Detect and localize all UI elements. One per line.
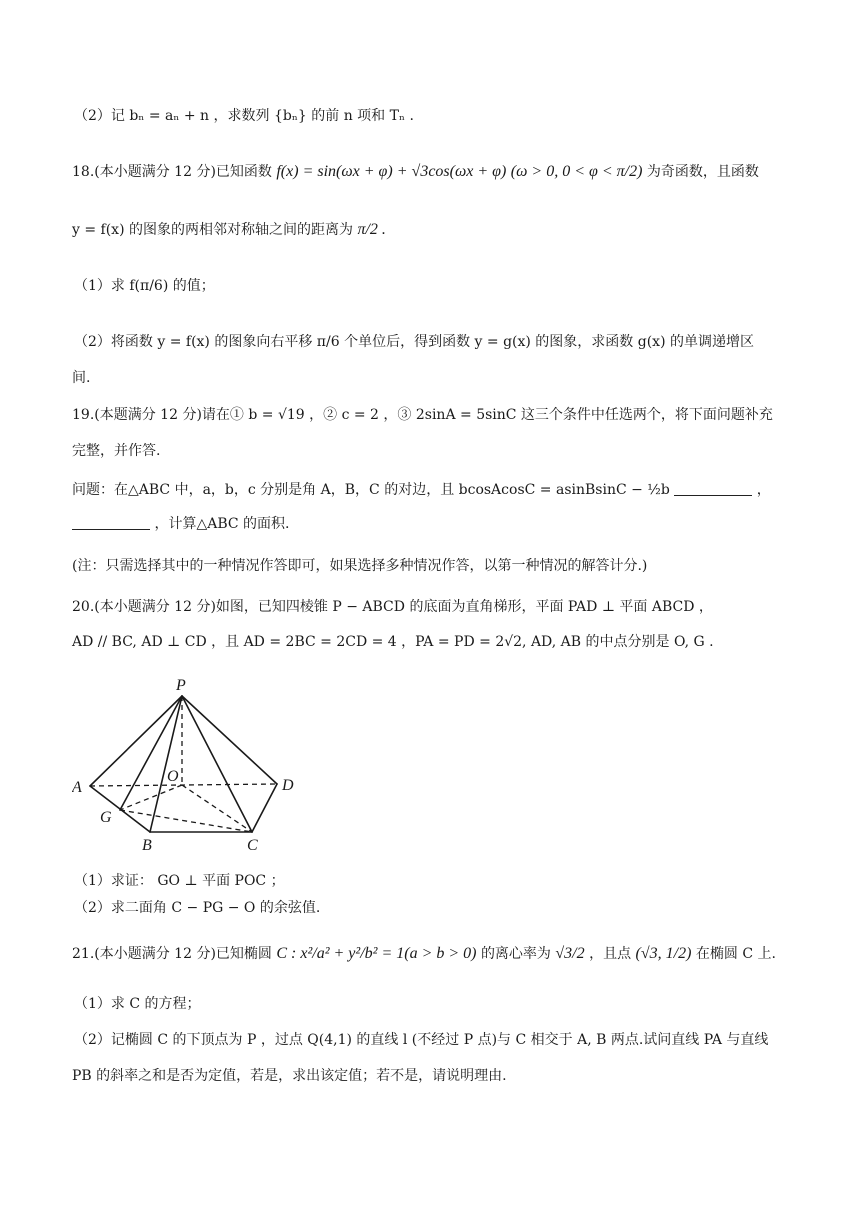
q21-part2-line2: PB 的斜率之和是否为定值，若是，求出该定值；若不是，请说明理由. xyxy=(72,1068,507,1084)
q21-stem xyxy=(72,944,776,964)
q18-head: 18.(本小题满分 12 分)已知函数 xyxy=(72,164,272,180)
q21-ellipse-eq: C : x²/a² + y²/b² = 1(a > b > 0) xyxy=(276,945,477,962)
q20-part2: （2）求二面角 C − PG − O 的余弦值. xyxy=(74,900,321,916)
q21-head: 21.(本小题满分 12 分)已知椭圆 xyxy=(72,946,272,962)
q21-part2-line1: （2）记椭圆 C 的下顶点为 P ，过点 Q(4,1) 的直线 l (不经过 P 点)与 C 相交于 A, B 两点.试问直线 PA 与直线 xyxy=(74,1032,769,1048)
q18-part2-line1: （2）将函数 y = f(x) 的图象向右平移 π/6 个单位后，得到函数 y = g(x) 的图象，求函数 g(x) 的单调递增区 xyxy=(74,334,754,350)
q20-line1: 20.(本小题满分 12 分)如图，已知四棱锥 P − ABCD 的底面为直角梯形，平面 PAD ⊥ 平面 ABCD ， xyxy=(72,599,713,615)
q18-part2-line2: 间. xyxy=(72,370,91,386)
q18-stem-line2 xyxy=(72,220,386,240)
q21-part1: （1）求 C 的方程； xyxy=(74,996,201,1012)
edge-CD xyxy=(252,784,277,832)
q18-line2a: y = f(x) 的图象的两相邻对称轴之间的距离为 xyxy=(72,222,353,238)
label-B: B xyxy=(142,837,152,854)
q21-point: (√3, 1/2) xyxy=(635,945,692,962)
edge-PD xyxy=(182,696,277,784)
edge-PG xyxy=(120,696,182,810)
label-A: A xyxy=(72,779,82,796)
fill-blank-2 xyxy=(72,515,150,530)
q19-line1: 19.(本题满分 12 分)请在① b = √19 ，② c = 2 ，③ 2sinA = 5sinC 这三个条件中任选两个，将下面问题补充 xyxy=(72,407,773,423)
edge-GC-hidden xyxy=(120,810,252,832)
q19-line4 xyxy=(72,514,290,534)
fill-blank-1 xyxy=(674,481,752,496)
q18-tail: 为奇函数，且函数 xyxy=(646,164,759,180)
edge-OC-hidden xyxy=(182,785,252,832)
q18-condition: (ω > 0, 0 < φ < π/2) xyxy=(510,163,643,180)
q20-part1: （1）求证： GO ⊥ 平面 POC ； xyxy=(74,873,285,889)
pyramid-figure xyxy=(72,674,312,854)
label-O: O xyxy=(167,768,179,785)
label-G: G xyxy=(100,809,112,826)
q19-note: (注：只需选择其中的一种情况作答即可，如果选择多种情况作答，以第一种情况的解答计分.) xyxy=(72,558,648,574)
q21-mid: 的离心率为 xyxy=(480,946,551,962)
q18-stem-line1 xyxy=(72,162,759,182)
q19-comma: ， xyxy=(756,482,771,498)
q21-mid2: ，且点 xyxy=(589,946,632,962)
q18-part1: （1）求 f(π/6) 的值； xyxy=(74,278,215,294)
q19-area-text: ，计算△ABC 的面积. xyxy=(154,516,290,532)
edge-PC xyxy=(182,696,252,832)
q19-line3 xyxy=(72,480,771,500)
q21-tail: 在椭圆 C 上. xyxy=(695,946,776,962)
label-P: P xyxy=(176,677,186,694)
q21-eccentricity: √3/2 xyxy=(555,945,585,962)
q19-problem: 问题：在△ABC 中，a，b，c 分别是角 A，B，C 的对边，且 bcosAcosC = asinBsinC − ½b xyxy=(72,482,670,498)
edge-PB xyxy=(150,696,182,832)
q17-part2: （2）记 bₙ = aₙ + n ，求数列 {bₙ} 的前 n 项和 Tₙ . xyxy=(74,108,414,124)
q18-line2b: π/2 . xyxy=(357,221,386,238)
q20-line2: AD // BC, AD ⊥ CD ，且 AD = 2BC = 2CD = 4 ，PA = PD = 2√2, AD, AB 的中点分别是 O, G . xyxy=(72,634,714,650)
q19-line2: 完整，并作答. xyxy=(72,443,161,459)
edge-AB xyxy=(90,786,150,832)
q18-function: f(x) = sin(ωx + φ) + √3cos(ωx + φ) xyxy=(276,163,507,180)
label-D: D xyxy=(282,777,294,794)
edge-OG-hidden xyxy=(120,785,182,810)
label-C: C xyxy=(247,837,258,854)
